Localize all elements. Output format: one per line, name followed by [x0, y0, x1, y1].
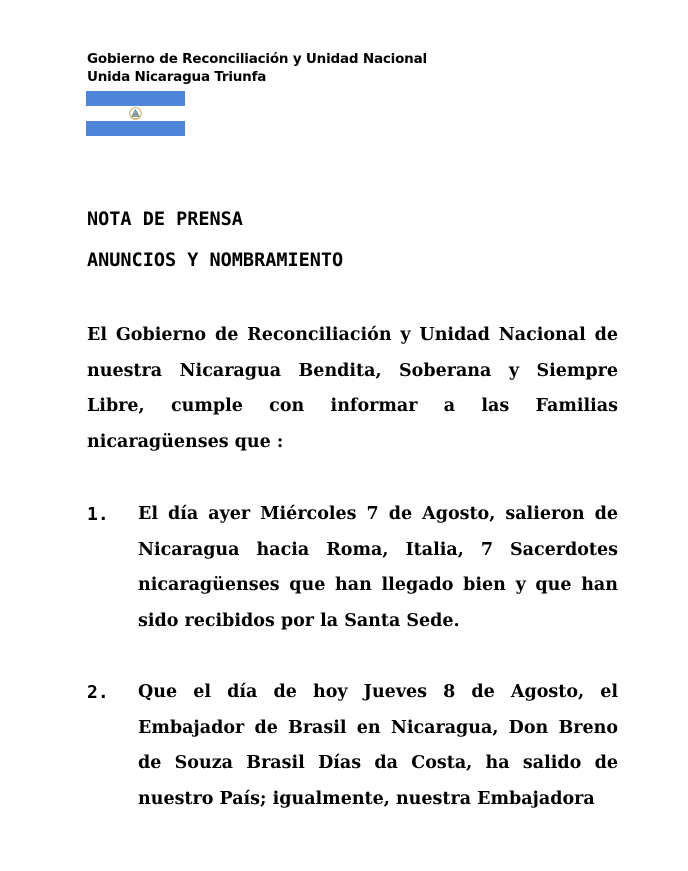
press-release-subtitle: ANUNCIOS Y NOMBRAMIENTO [87, 250, 344, 271]
coat-of-arms-icon [129, 107, 142, 120]
document-header [87, 50, 427, 86]
list-item-number: 1. [87, 504, 109, 525]
header-slogan: Unida Nicaragua Triunfa [87, 69, 267, 85]
flag-bottom-band [86, 121, 185, 136]
nicaragua-flag-icon [86, 91, 185, 136]
list-item-number: 2. [87, 682, 109, 703]
flag-middle-band [86, 106, 185, 121]
header-government-name: Gobierno de Reconciliación y Unidad Nacional [87, 51, 427, 67]
list-item-text: Que el día de hoy Jueves 8 de Agosto, el Embajador de Brasil en Nicaragua, Don Breno de Souza Brasil Días da Costa, ha salido de nuestro País; igualmente, nuestra Embajadora [138, 682, 618, 809]
intro-paragraph: El Gobierno de Reconciliación y Unidad Nacional de nuestra Nicaragua Bendita, Soberana y Siempre Libre, cumple con informar a las Familias nicaragüenses que : [87, 325, 618, 452]
list-item-text: El día ayer Miércoles 7 de Agosto, salieron de Nicaragua hacia Roma, Italia, 7 Sacerdotes nicaragüenses que han llegado bien y que han sido recibidos por la Santa Sede. [138, 504, 618, 631]
flag-top-band [86, 91, 185, 106]
press-release-title: NOTA DE PRENSA [87, 209, 243, 230]
